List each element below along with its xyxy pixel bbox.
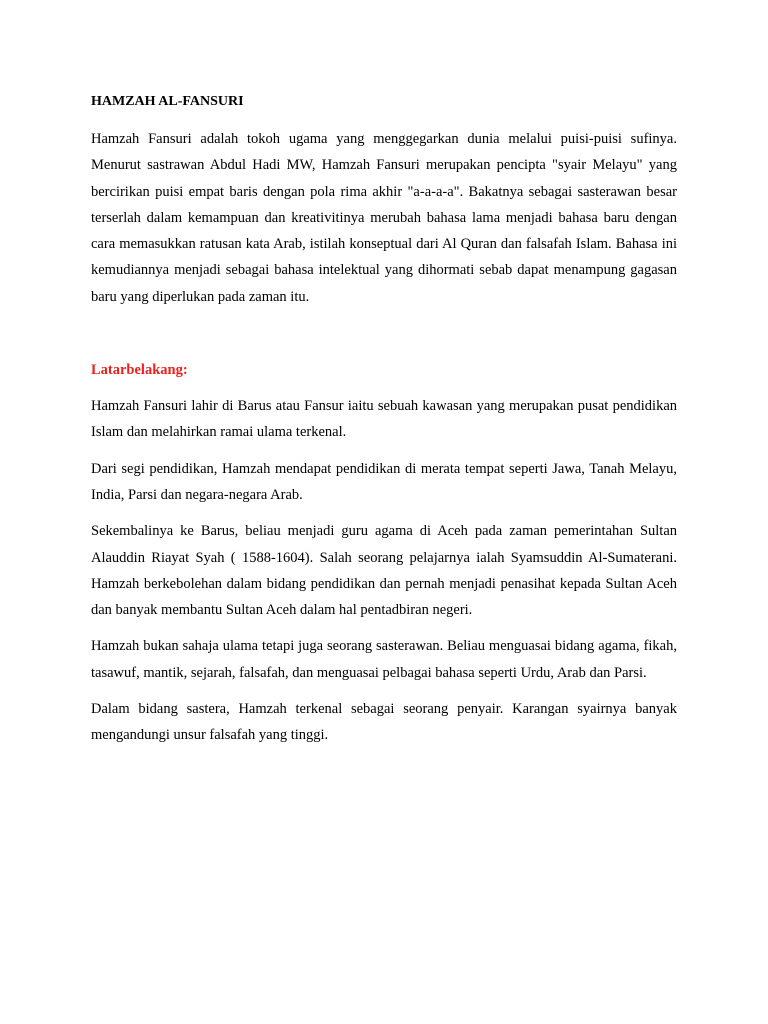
paragraph-literature: Dalam bidang sastera, Hamzah terkenal sebagai seorang penyair. Karangan syairnya banyak mengandungi unsur falsafah yang tinggi. bbox=[91, 701, 677, 744]
document-title: HAMZAH AL-FANSURI bbox=[91, 94, 244, 109]
section-heading: Latarbelakang: bbox=[91, 362, 188, 379]
document-content bbox=[91, 90, 677, 749]
intro-paragraph: Hamzah Fansuri adalah tokoh ugama yang menggegarkan dunia melalui puisi-puisi sufinya. Menurut sastrawan Abdul Hadi MW, Hamzah Fansuri merupakan pencipta "syair Melayu" yang bercirikan puisi empat baris dengan pola rima akhir "a-a-a-a". Bakatnya sebagai sasterawan besar terserlah dalam kemampuan dan kreativitinya merubah bahasa lama menjadi bahasa baru dengan cara memasukkan ratusan kata Arab, istilah konseptual dari Al Quran dan falsafah Islam. Bahasa ini kemudiannya menjadi sebagai bahasa intelektual yang dihormati sebab dapat menampung gagasan baru yang diperlukan pada zaman itu. bbox=[91, 131, 677, 305]
paragraph-knowledge: Hamzah bukan sahaja ulama tetapi juga seorang sasterawan. Beliau menguasai bidang agama, fikah, tasawuf, mantik, sejarah, falsafah, dan menguasai pelbagai bahasa seperti Urdu, Arab dan Parsi. bbox=[91, 638, 677, 681]
paragraph-education: Dari segi pendidikan, Hamzah mendapat pendidikan di merata tempat seperti Jawa, Tanah Melayu, India, Parsi dan negara-negara Arab. bbox=[91, 460, 677, 503]
paragraph-career: Sekembalinya ke Barus, beliau menjadi guru agama di Aceh pada zaman pemerintahan Sultan Alauddin Riayat Syah ( 1588-1604). Salah seorang pelajarnya ialah Syamsuddin Al-Sumaterani. Hamzah berkebolehan dalam bidang pendidikan dan pernah menjadi penasihat kepada Sultan Aceh dan banyak membantu Sultan Aceh dalam hal pentadbiran negeri. bbox=[91, 523, 677, 619]
paragraph-birth: Hamzah Fansuri lahir di Barus atau Fansur iaitu sebuah kawasan yang merupakan pusat pendidikan Islam dan melahirkan ramai ulama terkenal. bbox=[91, 398, 677, 441]
